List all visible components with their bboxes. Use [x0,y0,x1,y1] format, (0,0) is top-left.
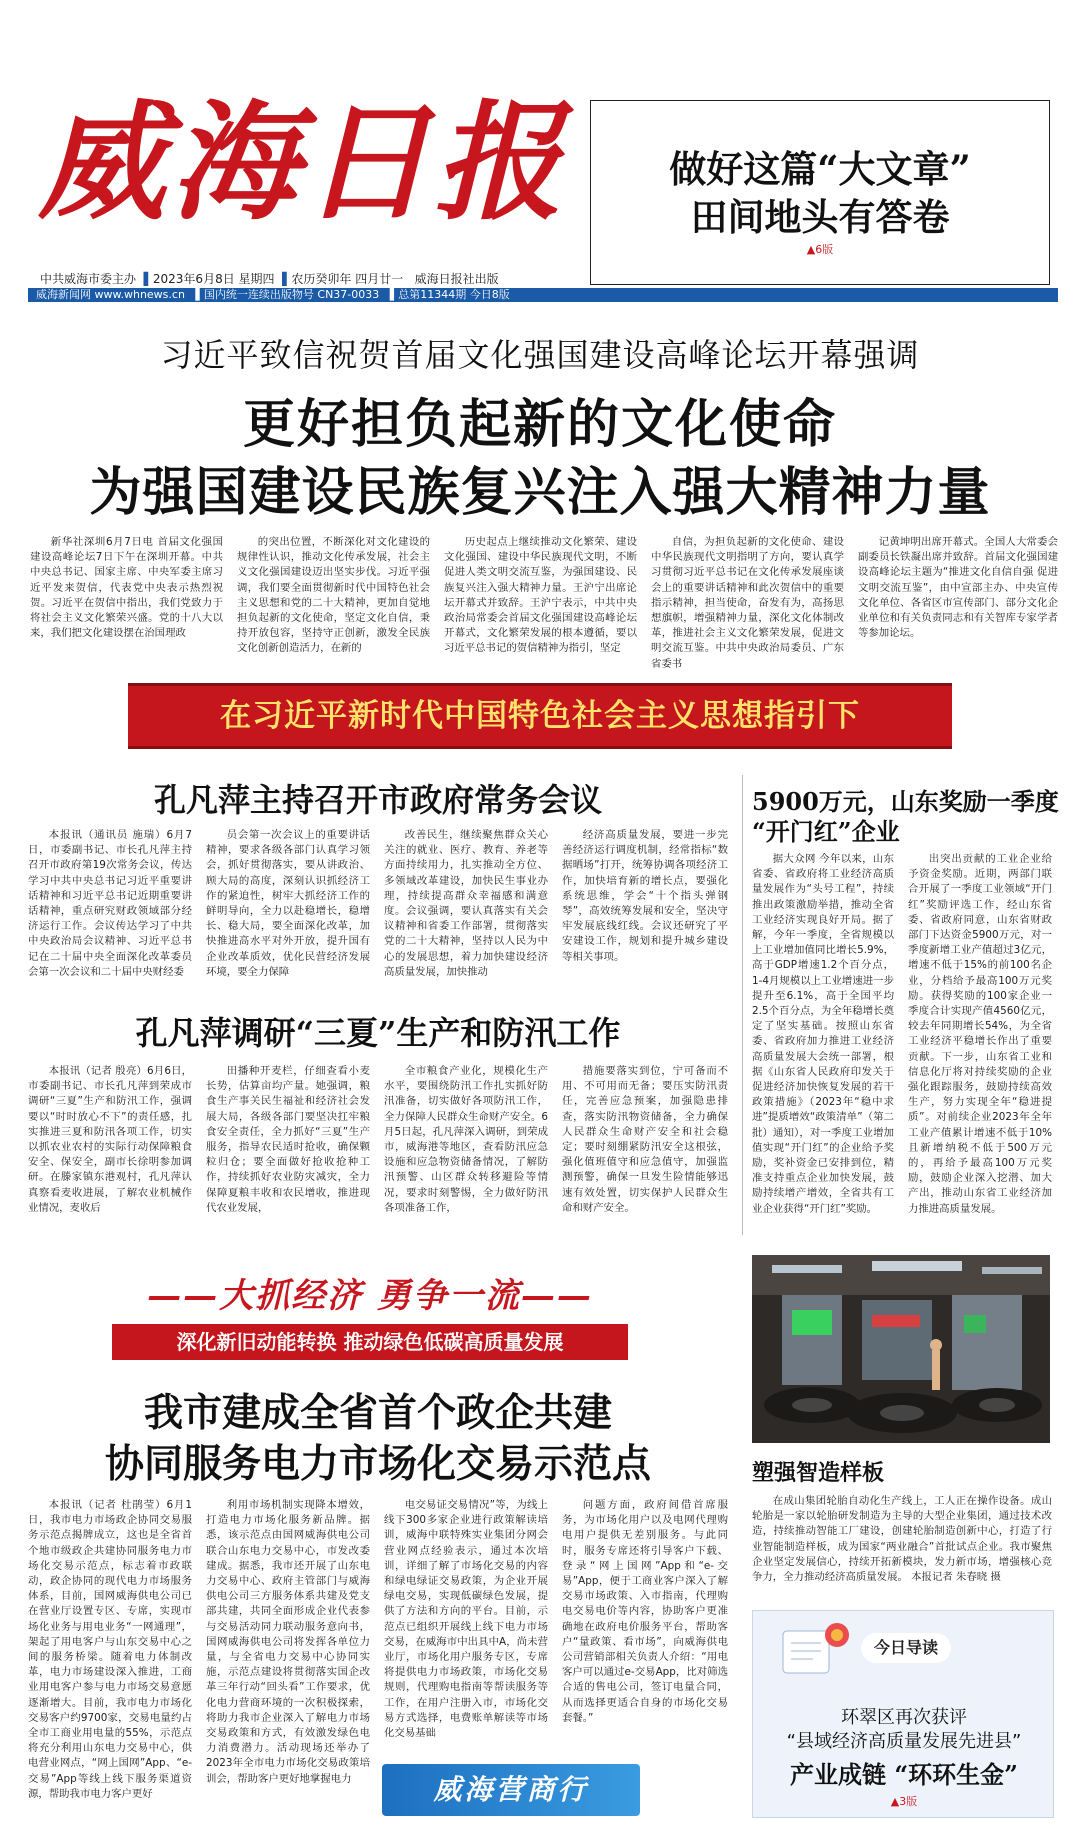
article2-column-3: 全市粮食产业化，规模化生产水平，要围绕防汛工作扎实抓好防汛准备，切实做好各项防汛工作，全力保障人民群众生命财产安全。6月5日起，孔凡萍深入调研，到荣成市，威海港等地区，查看防汛应急设施和应急物资储备情况，了解防汛预警、山区群众转移避险等情况，要求时刻警惕，全力做好防汛各项准备工作， [384,1065,548,1214]
article2-column-2: 田播种开麦栏，仔细查看小麦长势，估算亩均产量。她强调，粮食生产事关民生福祉和经济社会发展大局，各级各部门要坚决扛牢粮食安全责任，全力抓好“三夏”生产服务，指导农民适时抢收，确保颗粒归仓；要全面做好抢收抢种工作，持续抓好农业防灾减灾，全力保障夏粮丰收和农民增收，推进现代农业发展， [206,1065,370,1214]
guide-line-2: “县域经济高质量发展先进县” [786,1731,1022,1752]
article3-column-1: 本报讯（记者 杜鹃莹）6月1日，我市电力市场政企协同交易服务示范点揭牌成立，这也是全省首个地市级政企共建协同服务电力市场化交易示范点，标志着市政联动，政企协同的现代电力市场服务体系，目前，国网威海供电公司已在营业厅设置专区、专席，实现市场化业务与用电业务“一网通理”，架起了用电客户与山东交易中心之间的服务桥梁。随着电力体制改革，电力市场建设深入推进，工商业用电客户参与电力市场交易意愿逐渐增大。目前，我市电力市场化交易客户约9700家，交易电量约占全市工商业用电量的55%，示范点将充分利用山东电力交易中心，供电营业网点，“网上国网”App、“e-交易”App等线上线下服务渠道资源，帮助我市电力客户更好 [28,1499,192,1800]
date-label: 2023年6月8日 星期四 [152,272,275,286]
lead-column-3: 历史起点上继续推动文化繁荣、建设文化强国、建设中华民族现代文明，不断促进人类文明交流互鉴，为强国建设、民族复兴注入强大精神力量。王沪宁出席论坛开幕式并致辞。王沪宁表示，中共中央政治局常委会首届文化强国建设高峰论坛开幕式，文化繁荣发展的根本遵循，要以习近平总书记的贺信精神为指引，坚定 [444,536,637,655]
right-article-headline-2[interactable]: “开门红”企业 [752,817,900,846]
lead-headline-1[interactable]: 更好担负起新的文化使命 [242,394,837,455]
article2-column-4: 措施要落实到位，宁可备而不用、不可用而无备；要压实防汛责任，完善应急预案，加强隐患排查，落实防汛物资储备，全力确保人民群众生命财产安全和社会稳定；要时刻绷紧防汛安全这根弦，强化值班值守和应急值守，加强监测预警，确保一旦发生险情能够迅速有效处置，切实保护人民群众生命和财产安全。 [562,1065,728,1214]
teaser-page-ref: ▲6版 [806,243,834,256]
factory-photo-illustration [752,1255,1050,1443]
guide-page-ref: ▲3版 [890,1795,918,1808]
lead-column-5: 记黄坤明出席开幕式。全国人大常委会副委员长铁凝出席并致辞。首届文化强国建设高峰论坛主题为“推进文化自信自强 促进文明交流互鉴”，由中宣部主办、中央宣传文化单位、各省区市宣传部门、部分文化企业单位和有关负责同志和有关智库专家学者等参加论坛。 [858,536,1058,640]
lead-headline-2[interactable]: 为强国建设民族复兴注入强大精神力量 [89,462,991,523]
right-article-headline-1[interactable]: 5900万元，山东奖励一季度 [752,787,1059,816]
photo-caption-title: 塑强智造样板 [752,1460,885,1486]
right-article-column-1: 据大众网 今年以来，山东省委、省政府将工业经济高质量发展作为“头号工程”，持续推出政策激励举措，推动全省工业经济实现良好开局。据了解，今年一季度，全省规模以上工业增加值同比增长5.9%，高于GDP增速1.2个百分点，1-4月规模以上工业增速进一步提升至6.1%，高于全国平均2.5个百分点，为全年稳增长奠定了坚实基础。按照山东省委、省政府加力推进工业经济高质量发展大会统一部署，根据《山东省人民政府印发关于促进经济加快恢复发展的若干政策措施》（2023年“稳中求进”提质增效“政策清单”（第二批）通知），对一季度工业增加值实现“开门红”的企业给予奖励，奖补资金已安排到位，精准支持重点企业加快发展，鼓励持续增产增效，全省共有工业企业获得“开门红”奖励。 [752,853,894,1215]
lead-column-1: 新华社深圳6月7日电 首届文化强国建设高峰论坛7日下午在深圳开幕。中共中央总书记、国家主席、中央军委主席习近平发来贺信，代表党中央表示热烈祝贺。习近平在贺信中指出，我们党致力于将社会主义文化繁荣兴盛。党的十八大以来，我们把文化建设摆在治国理政 [30,536,223,640]
bottom-badge[interactable] [382,1764,640,1816]
article3-headline-1[interactable]: 我市建成全省首个政企共建 [143,1390,612,1436]
info-strip: 威海新闻网 www.whnews.cn ▌国内统一连续出版物号 CN37-0033 ▌总第11344期 今日8版 [28,288,1058,302]
website-link[interactable]: 威海新闻网 www.whnews.cn [36,288,185,301]
factory-photo[interactable] [752,1255,1050,1443]
teaser-line-2: 田间地头有答卷 [690,195,950,239]
right-article-body [752,852,1052,1232]
guide-line-1: 环翠区再次获评 [841,1707,967,1728]
right-column-divider [742,775,743,1235]
megaphone-icon [777,1617,857,1687]
article3-column-2: 利用市场机制实现降本增效，打造电力市场化服务新品牌。据悉，该示范点由国网威海供电公司联合山东电力交易中心，市发改委建成。据悉，我市还开展了山东电力交易中心、政府主管部门与威海供电公司三方服务体系共建及党支部共建，共同全面形成企业代表参与交易活动同力联动服务意向书，国网威海供电公司将发挥各单位力量，与全省电力交易中心协同实施，示范点建设将贯彻落实国企改革三年行动“回头看”工作要求，优化电力营商环境的一次积极探索，将助力我市企业深入了解电力市场交易政策和方式，有效激发绿色电力消费潜力。活动现场还举办了2023年全市电力市场化交易政策培训会，帮助客户更好地掌握电力 [206,1499,370,1785]
top-teaser-box[interactable] [590,100,1050,285]
article3-column-3: 电交易证交易情况”等，为线上线下300多家企业进行政策解读培训，威海中联特殊实业集团分网会营业网点经验表示，通过本次培训，详细了解了市场化交易的内容和绿电绿证交易政策，为企业开展绿电交易，实现低碳绿色发展，提供了方法和方向的平台。目前，示范点已组织开展线上线下电力市场交易，在威海市中出具中A，尚未营业厅，市场化用户服务专区，专席将提供电力市场政策，市场化交易规则，代理购电指南等帮读服务等工作，在用户注册入市，市场化交易方式选择，电费账单解读等市场化交易基础 [384,1499,548,1740]
guide-label: 今日导读 [861,1633,951,1663]
today-guide-box[interactable] [752,1610,1054,1818]
article1-column-4: 经济高质量发展，要进一步完善经济运行调度机制，经常指标“数据晒场”打开，统筹协调各项经济工作，加快培育新的增长点，要强化系统思维，学会“十个指头弹钢琴”，高效统筹发展和安全，坚决守牢发展底线红线。会议还研究了平安建设工作，规划和提升城乡建设等相关事项。 [562,829,728,963]
lunar-date: 农历癸卯年 四月廿一 [291,272,404,286]
econ-subbanner: 深化新旧动能转换 推动绿色低碳高质量发展 [112,1324,628,1360]
article1-body [28,828,728,1008]
guide-illustration [777,1617,857,1687]
teaser-line-1: 做好这篇“大文章” [669,147,971,191]
bottom-badge-text: 威海营商行 [433,1773,589,1806]
article2-headline[interactable]: 孔凡萍调研“三夏”生产和防汛工作 [135,1014,621,1052]
photo-caption-text: 在成山集团轮胎自动化生产线上，工人正在操作设备。成山轮胎是一家以轮胎研发制造为主导的大型企业集团，通过技术改造，持续推动智能工厂建设，创建轮胎制造创新中心，打造了行业智能制造样板，成为国家“两业融合”首批试点企业。我市聚焦企业坚定发展信心，持续开拓新模块，发力新市场，增强核心竞争力，全力推动经济高质量发展。 本报记者 朱春晓 摄 [752,1495,1052,1584]
red-banner-text: 在习近平新时代中国特色社会主义思想指引下 [220,698,860,734]
article3-column-4: 问题方面，政府间借首席服务，为市场化用户以及电网代理购电用户提供无差别服务。与此同时，服务专席还将引导客户下载、登录“网上国网”App和“e-交易”App，便于工商业客户深入了解交易市场政策、入市指南，代理购电交易电价等内容，协助客户更准确地在政府电价服务平台，帮助客户“量政策、看市场”，向威海供电公司营销部相关负责人介绍：“用电客户可以通过e-交易App，比对筛选合适的售电公司，签订电量合同，从而选择更适合自身的市场化交易套餐。” [562,1499,728,1724]
issue-number: 总第11344期 今日8版 [398,288,510,301]
econ-banner [100,1268,640,1368]
article1-column-3: 改善民生，继续聚焦群众关心关注的就业、医疗、教育、养老等方面持续用力，扎实推动全方位、多领域改革建设，加快民生事业办理，持续提高群众幸福感和满意度。会议强调，要认真落实有关会议精神和省委工作部署，贯彻落实党的二十大精神，坚持以人民为中心的发展思想，着力加快建设经济高质量发展，加快推动 [384,829,548,978]
lead-column-2: 的突出位置，不断深化对文化建设的规律性认识，推动文化传承发展，社会主义文化强国建设迈出坚实步伐。习近平强调，我们要全面贯彻新时代中国特色社会主义思想和党的二十大精神，更加自觉地担负起新的文化使命，坚定文化自信，秉持开放包容，坚持守正创新，激发全民族文化创新创造活力，在新的 [237,536,430,655]
article1-headline[interactable]: 孔凡萍主持召开市政府常务会议 [153,781,602,819]
org-label: 中共威海市委主办 [40,272,137,286]
article1-column-1: 本报讯（通讯员 施瑞）6月7日，市委副书记、市长孔凡萍主持召开市政府第19次常务会议，传达学习中共中央总书记习近平重要讲话精神和习近平总书记近期重要讲话精神，重点研究财政领域部分经济运行工作。会议传达学习了中共中央政治局会议精神、习近平总书记在二十届中央全面深化改革委员会第一次会议和二十届中央财经委 [28,829,192,978]
article3-headline-2[interactable]: 协同服务电力市场化交易示范点 [104,1441,651,1487]
guide-line-3: 产业成链 “环环生金” [790,1760,1018,1789]
article2-body [28,1064,728,1234]
red-banner [128,683,952,749]
lead-column-4: 自信，为担负起新的文化使命、建设中华民族现代文明指明了方向，要认真学习贯彻习近平总书记在文化传承发展座谈会上的重要讲话精神和此次贺信中的重要指示精神，担当使命，奋发有为，高扬思想旗帜，增强精神力量，深化文化体制改革，推进社会主义文化繁荣发展，促进文明交流互鉴。中共中央政治局委员、广东省委书 [651,536,844,670]
article2-column-1: 本报讯（记者 殷亮）6月6日，市委副书记、市长孔凡萍到荣成市调研“三夏”生产和防汛工作，强调要以“时时放心不下”的责任感，扎实推进三夏和防汛各项工作，切实以抓农业农村的实际行动保障粮食安全、保安全，副市长徐明参加调研。在滕家镇东港观村，孔凡萍认真察看麦收进展，了解农业机械作业情况，麦收后 [28,1065,192,1214]
publisher-label: 威海日报社出版 [414,272,499,286]
lead-body [30,535,1060,670]
econ-slogan: ——大抓经济 勇争一流—— [147,1276,593,1316]
masthead-info-line: 中共威海市委主办 ▌2023年6月8日 星期四 ▌农历癸卯年 四月廿一 威海日报社出版 [40,272,499,286]
article1-column-2: 员会第一次会议上的重要讲话精神，要求各级各部门认真学习领会，抓好贯彻落实，要从讲政治、顾大局的高度，深刻认识抓经济工作的紧迫性，树牢大抓经济工作的鲜明导向，全力以赴稳增长，稳增长、稳大局，要全面深化改革，加快推进高水平对外开放，提升国有企业改革质效，优化民营经济发展环境，要全力保障 [206,829,370,978]
right-article-column-2: 出突出贡献的工业企业给予资金奖励。近期，两部门联合开展了一季度工业领域“开门红”奖励评选工作，经山东省委、省政府同意，山东省财政部门下达资金5900万元，对一季度新增工业产值超过3亿元，增速不低于15%的前100名企业，分档给予最高100万元奖励。获得奖励的100家企业一季度合计实现产值4560亿元，较去年同期增长54%，为全省工业经济平稳增长作出了重要贡献。下一步，山东省工业和信息化厅将对持续奖励的企业强化跟踪服务，鼓励持续高效生产，努力实现全年“稳进提质”。对前续企业2023年全年工业产值累计增速不低于10%且新增纳税不低于500万元的，再给予最高100万元奖励，鼓励企业深入挖潜、加大产出，推动山东省工业经济加力推进高质量发展。 [908,853,1052,1215]
cn-number: 国内统一连续出版物号 CN37-0033 [203,288,380,301]
masthead [0,0,1080,300]
newspaper-logo: 威海日报 [38,88,567,238]
lead-kicker[interactable]: 习近平致信祝贺首届文化强国建设高峰论坛开幕强调 [160,336,920,374]
